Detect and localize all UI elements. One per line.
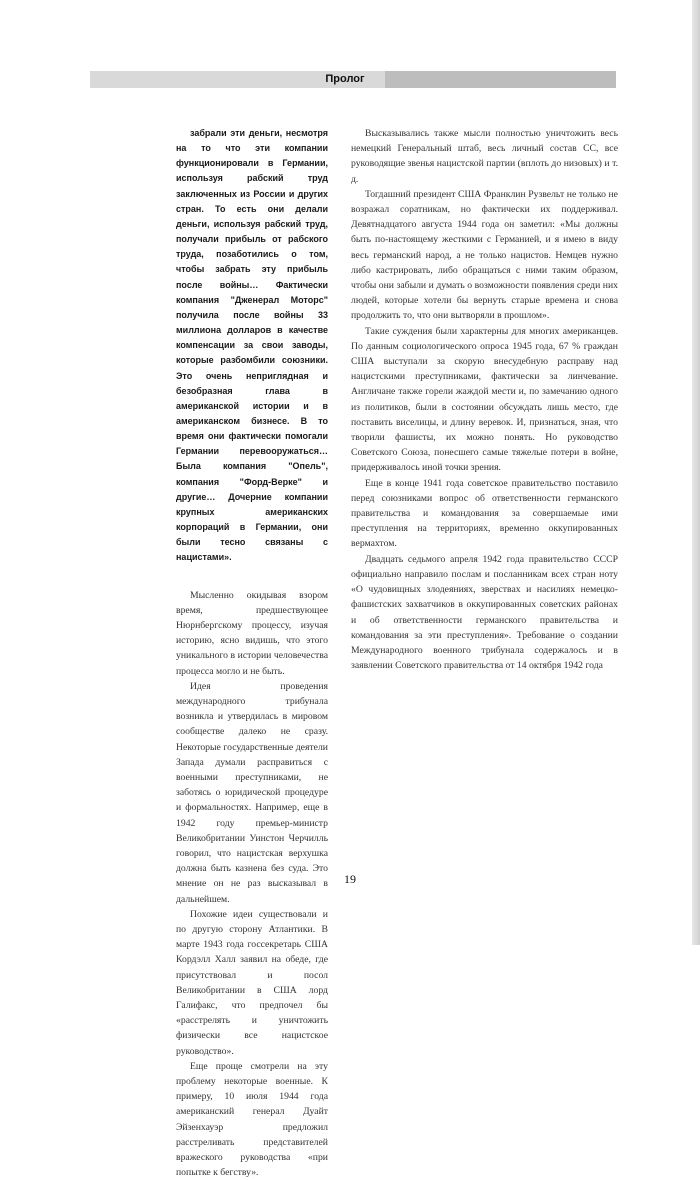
body-paragraph: Идея проведения международного трибунала возникла и утвердилась в мировом сообществе далеко не сразу. Некоторые государственные деятели Запада думали расправиться с военными преступниками, не заботясь о юридической процедуре и формальностях. Например, еще в 1942 году премьер-министр Великобритании Уинстон Черчилль говорил, что нацистская верхушка должна быть казнена без суда. Это мнение он не раз высказывал в дальнейшем.: [176, 680, 328, 905]
body-paragraph: Мысленно окидывая взором время, предшествующее Нюрнбергскому процессу, изучая историю, ясно видишь, что этого уникального в истории человечества процесса могло и не быть.: [176, 589, 328, 677]
body-paragraph: Похожие идеи существовали и по другую сторону Атлантики. В марте 1943 года госсекретарь США Кордэлл Халл заявил на обеде, где присутствовал и посол Великобритании в США лорд Галифакс, что предпочел бы «расстрелять и уничтожить физически все нацистское руководство».: [176, 908, 328, 1057]
running-header-title: Пролог: [325, 73, 365, 85]
page-number: 19: [344, 872, 356, 886]
running-header-accent: [385, 71, 616, 88]
body-paragraph: Еще в конце 1941 года советское правительство поставило перед союзниками вопрос об ответственности германского правительства и командования за совершаемые ими преступления на территориях, временно оккупированных вермахтом.: [351, 477, 618, 550]
body-paragraph: Тогдашний президент США Франклин Рузвельт не только не возражал соратникам, но фактически их поддерживал. Девятнадцатого августа 1944 года он заметил: «Мы должны быть по-настоящему жесткими с Германией, и я имею в виду весь германский народ, а не только нацистов. Немцев нужно либо кастрировать, либо обращаться с ними таким образом, чтобы они забыли и думать о возможности появления среди них людей, которые хотели бы вернуть старые времена и снова продолжить то, что они вытворяли в прошлом».: [351, 188, 618, 322]
left-column: [176, 126, 328, 1180]
body-paragraph: Двадцать седьмого апреля 1942 года правительство СССР официально направило послам и посланникам всех стран ноту «О чудовищных злодеяниях, зверствах и насилиях немецко-фашистских захватчиков в оккупированных советских районах и об ответственности германского правительства и командования за эти преступления». Требование о создании Международного военного трибунала содержалось и в заявлении Советского правительства от 14 октября 1942 года: [351, 553, 618, 672]
body-paragraph: Высказывались также мысли полностью уничтожить весь немецкий Генеральный штаб, весь личный состав СС, все руководящие звенья нацистской партии (вплоть до низовых) и т. д.: [351, 128, 618, 185]
right-column: [351, 126, 618, 673]
body-paragraph: Такие суждения были характерны для многих американцев. По данным социологического опроса 1945 года, 67 % граждан США выступали за скорую внесудебную расправу над нацистскими преступниками, фактически за линчевание. Англичане также горели жаждой мести и, по замечанию одного из политиков, были в состоянии обсуждать лишь место, где поставить виселицы, и длину веревок. И, признаться, зная, что творили фашисты, их можно понять. Но руководство Советского Союза, понесшего самые тяжелые потери в войне, придерживалось иной точки зрения.: [351, 325, 618, 474]
quote-bold-paragraph: забрали эти деньги, несмотря на то что эти компании функционировали в Германии, используя рабский труд заключенных из России и других стран. То есть они делали деньги, используя рабский труд, получали прибыль от рабского труда, позаботились о том, чтобы забрать эту прибыль после войны… Фактически компания "Дженерал Моторс" получила после войны 33 миллиона долларов в качестве компенсации за свои заводы, которые разбомбили союзники. Это очень неприглядная и безобразная глава в американской истории и в американском бизнесе. В то время они фактически помогали Германии перевооружаться… Была компания "Опель", компания "Форд-Верке" и другие… Дочерние компании крупных американских корпораций в Германии, они были тесно связаны с нацистами».: [176, 128, 328, 563]
body-paragraph: Еще проще смотрели на эту проблему некоторые военные. К примеру, 10 июля 1944 года американский генерал Дуайт Эйзенхауэр предложил расстреливать представителей вражеского руководства «при попытке к бегству».: [176, 1060, 328, 1179]
page-edge-shadow: [692, 0, 700, 945]
